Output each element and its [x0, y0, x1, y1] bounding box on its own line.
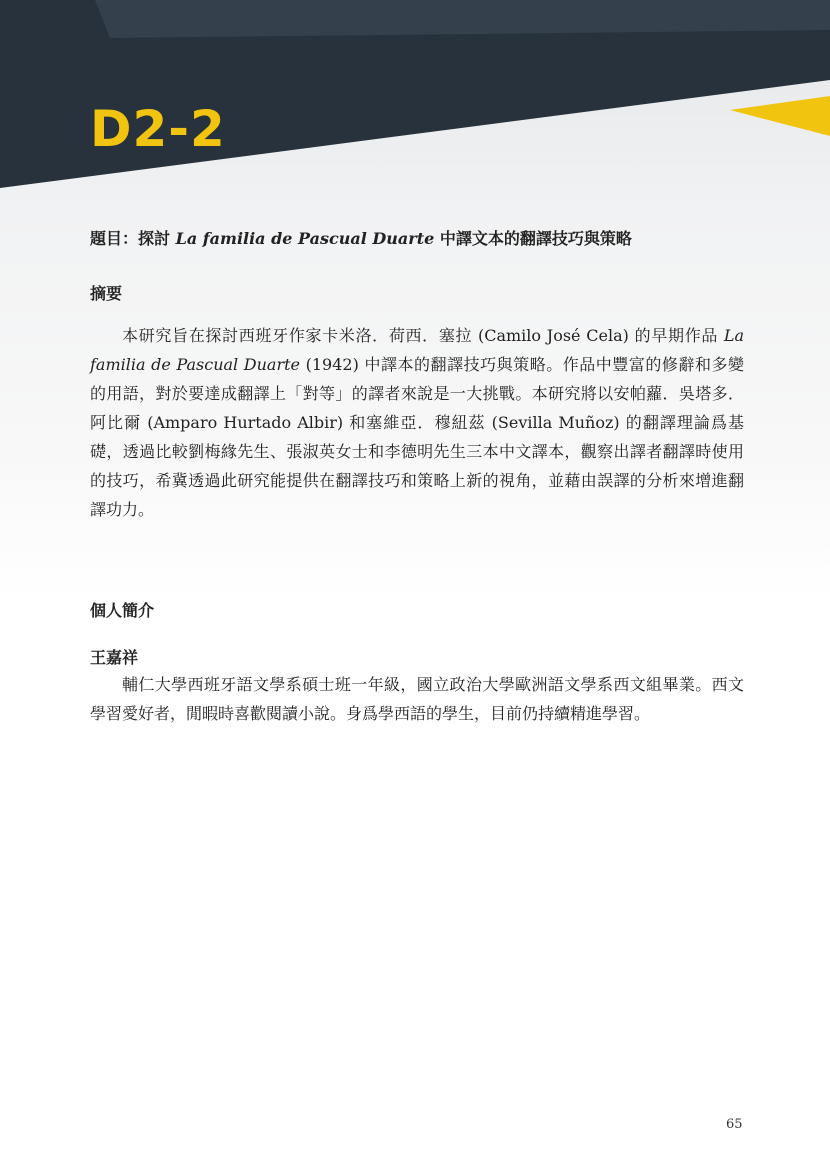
- abstract-heading: 摘要: [90, 284, 123, 303]
- bio-heading: 個人簡介: [90, 601, 155, 620]
- title-suffix: 中譯文本的翻譯技巧與策略: [434, 229, 632, 248]
- page-number: 65: [726, 1117, 743, 1132]
- header-accent-triangle: [730, 96, 830, 136]
- abstract-text-1: 本研究旨在探討西班牙作家卡米洛．荷西．塞拉 (Camilo José Cela) 的早期作品: [122, 326, 724, 345]
- author-name: 王嘉祥: [90, 648, 139, 667]
- abstract-paragraph: [90, 321, 744, 524]
- bio-paragraph: 輔仁大學西班牙語文學系碩士班一年級，國立政治大學歐洲語文學系西文組畢業。西文學習愛好者，閒暇時喜歡閱讀小說。身爲學西語的學生，目前仍持續精進學習。: [90, 675, 744, 723]
- title-prefix: 題目：探討: [90, 229, 176, 248]
- abstract-text-2: (1942) 中譯本的翻譯技巧與策略。作品中豐富的修辭和多變的用語，對於要達成翻譯上「對等」的譯者來說是一大挑戰。本研究將以安帕蘿．吳塔多．阿比爾 (Amparo Hurtado Albir) 和塞維亞．穆紐茲 (Sevilla Muñoz) 的翻譯理論爲基礎，透過比較劉梅緣先生、張淑英女士和李德明先生三本中文譯本，觀察出譯者翻譯時使用的技巧，希冀透過此研究能提供在翻譯技巧和策略上新的視角，並藉由誤譯的分析來增進翻譯功力。: [90, 355, 744, 519]
- main-content: [90, 226, 744, 728]
- title-book: La familia de Pascual Duarte: [175, 229, 435, 248]
- abstract-book-title: La familia de Pascual Duarte: [90, 326, 744, 374]
- section-code: D2-2: [90, 100, 226, 158]
- paper-title: [90, 226, 744, 249]
